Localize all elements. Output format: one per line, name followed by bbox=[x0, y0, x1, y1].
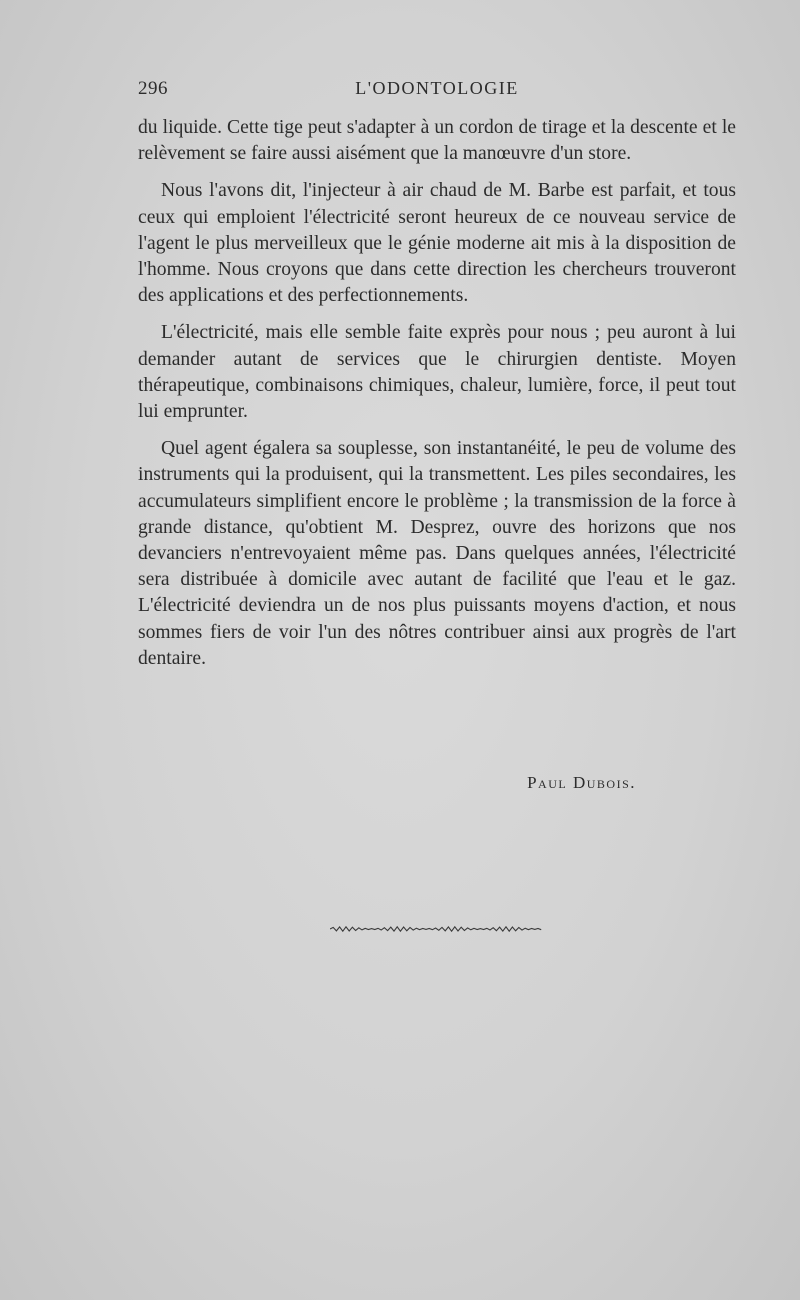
paragraph-2: Nous l'avons dit, l'injecteur à air chaud de M. Barbe est parfait, et tous ceux qui emploient l'électricité seront heureux de ce nouveau service de l'agent le plus merveilleux que le génie moderne ait mis à la disposition de l'homme. Nous croyons que dans cette direction les chercheurs trouveront des applications et des perfectionnements. bbox=[138, 180, 736, 307]
paragraph-4: Quel agent égalera sa souplesse, son instantanéité, le peu de volume des instruments qui la produisent, qui la transmettent. Les piles secondaires, les accumulateurs simplifient encore le problème ; la transmission de la force à grande distance, qu'obtient M. Desprez, ouvre des horizons que nos devanciers n'entrevoyaient même pas. Dans quelques années, l'électricité sera distribuée à domicile avec autant de facilité que l'eau et le gaz. L'électricité deviendra un de nos plus puissants moyens d'action, et nous sommes fiers de voir l'un des nôtres contribuer ainsi aux progrès de l'art dentaire. bbox=[138, 438, 736, 669]
page-header bbox=[138, 78, 736, 106]
running-title: L'ODONTOLOGIE bbox=[355, 78, 519, 98]
page-number: 296 bbox=[138, 78, 168, 99]
author-signature: Paul Dubois. bbox=[527, 773, 636, 792]
paragraph-3: L'électricité, mais elle semble faite exprès pour nous ; peu auront à lui demander autant de services que le chirurgien dentiste. Moyen thérapeutique, combinaisons chimiques, chaleur, lumière, force, il peut tout lui emprunter. bbox=[138, 322, 736, 423]
article-body bbox=[138, 115, 736, 683]
paragraph-1: du liquide. Cette tige peut s'adapter à un cordon de tirage et la descente et le relèvement se faire aussi aisément que la manœuvre d'un store. bbox=[138, 117, 736, 165]
wavy-line-ornament-icon bbox=[330, 922, 542, 936]
